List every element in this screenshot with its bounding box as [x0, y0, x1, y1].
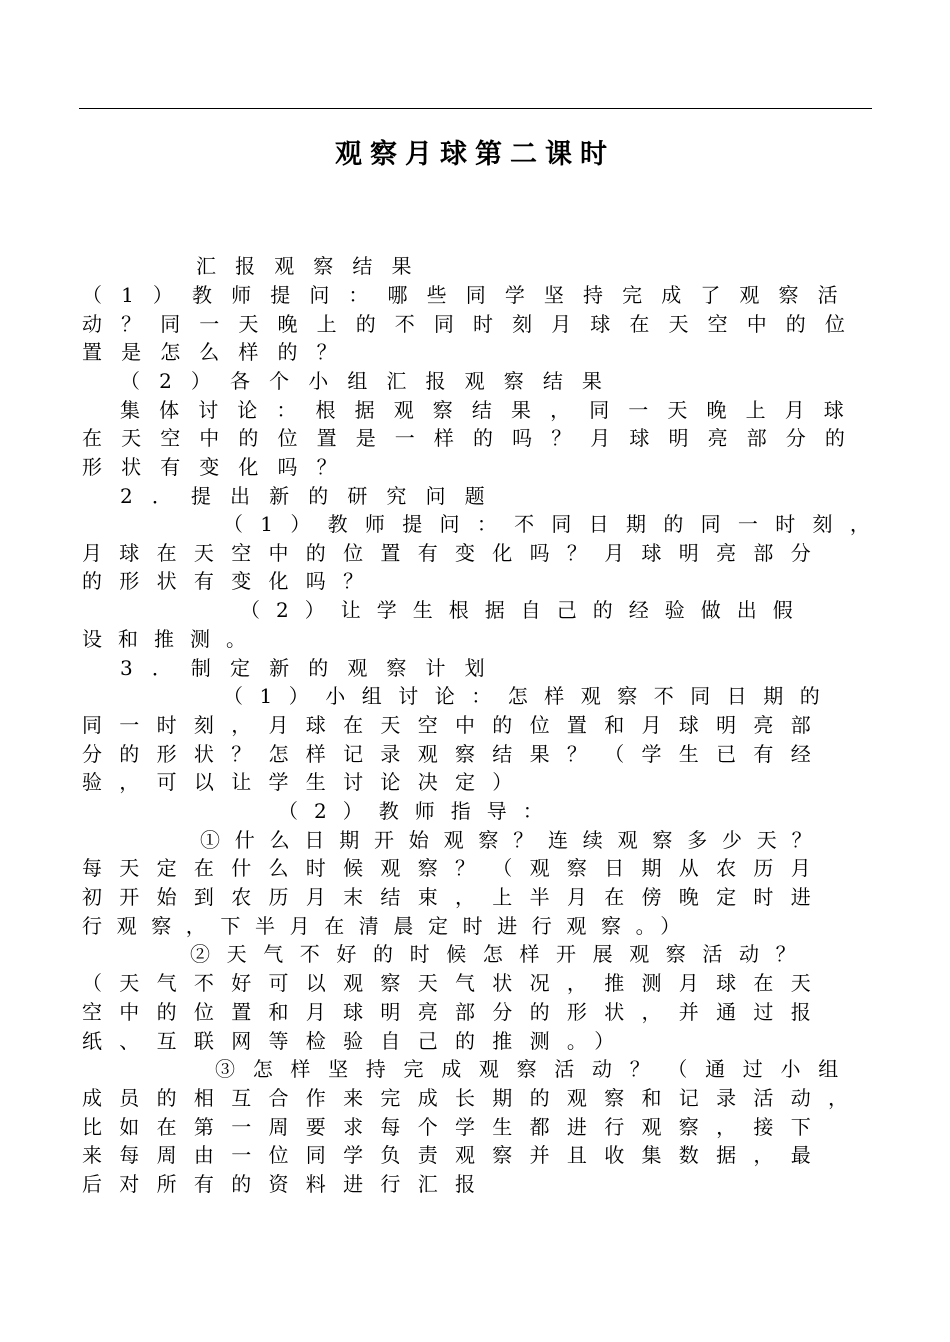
- text-line: ③怎样坚持完成观察活动？（通过小组: [215, 1057, 856, 1081]
- text-line: （2）教师指导：: [278, 799, 559, 823]
- text-line: 集体讨论：根据观察结果，同一天晚上月球: [120, 398, 863, 422]
- text-line: 动？同一天晚上的不同时刻月球在天空中的位: [82, 312, 864, 336]
- text-line: 成员的相互合作来完成长期的观察和记录活动，: [82, 1086, 866, 1110]
- text-line: 汇报观察结果: [196, 254, 431, 278]
- text-line: 2．提出新的研究问题: [120, 484, 504, 508]
- text-line: 月球在天空中的位置有变化吗？月球明亮部分: [82, 541, 828, 565]
- text-line: 分的形状？怎样记录观察结果？（学生已有经: [82, 742, 828, 766]
- text-line: （天气不好可以观察天气状况，推测月球在天: [82, 971, 828, 995]
- text-line: （1）小组讨论：怎样观察不同日期的: [223, 684, 837, 708]
- text-line: （1）教师提问：哪些同学坚持完成了观察活: [82, 283, 857, 307]
- text-line: 后对所有的资料进行汇报: [82, 1172, 493, 1196]
- text-line: （2）让学生根据自己的经验做出假: [240, 598, 809, 622]
- text-line: 空中的位置和月球明亮部分的形状，并通过报: [82, 1000, 828, 1024]
- text-line: 在天空中的位置是一样的吗？月球明亮部分的: [82, 426, 864, 450]
- text-line: 的形状有变化吗？: [82, 569, 381, 593]
- text-line: ①什么日期开始观察？连续观察多少天？: [200, 828, 827, 852]
- text-line: 每天定在什么时候观察？（观察日期从农历月: [82, 856, 828, 880]
- text-line: 设和推测。: [82, 627, 262, 651]
- text-line: 纸、互联网等检验自己的推测。）: [82, 1029, 632, 1053]
- text-line: （2）各个小组汇报观察结果: [120, 369, 622, 393]
- page-title: 观察月球第二课时: [335, 139, 615, 170]
- text-line: 比如在第一周要求每个学生都进行观察，接下: [82, 1115, 828, 1139]
- text-line: 来每周由一位同学负责观察并且收集数据，最: [82, 1143, 828, 1167]
- text-line: 形状有变化吗？: [82, 455, 356, 479]
- text-line: 置是怎么样的？: [82, 340, 356, 364]
- text-line: 初开始到农历月末结束，上半月在傍晚定时进: [82, 885, 828, 909]
- header-rule: [79, 108, 872, 109]
- text-line: 行观察，下半月在清晨定时进行观察。）: [82, 914, 695, 938]
- text-line: ②天气不好的时候怎样开展观察活动？: [190, 942, 813, 966]
- text-line: 3．制定新的观察计划: [120, 656, 504, 680]
- text-line: 同一时刻，月球在天空中的位置和月球明亮部: [82, 713, 828, 737]
- text-line: 验，可以让学生讨论决定）: [82, 770, 530, 794]
- text-line: （1）教师提问：不同日期的同一时刻，: [223, 512, 888, 536]
